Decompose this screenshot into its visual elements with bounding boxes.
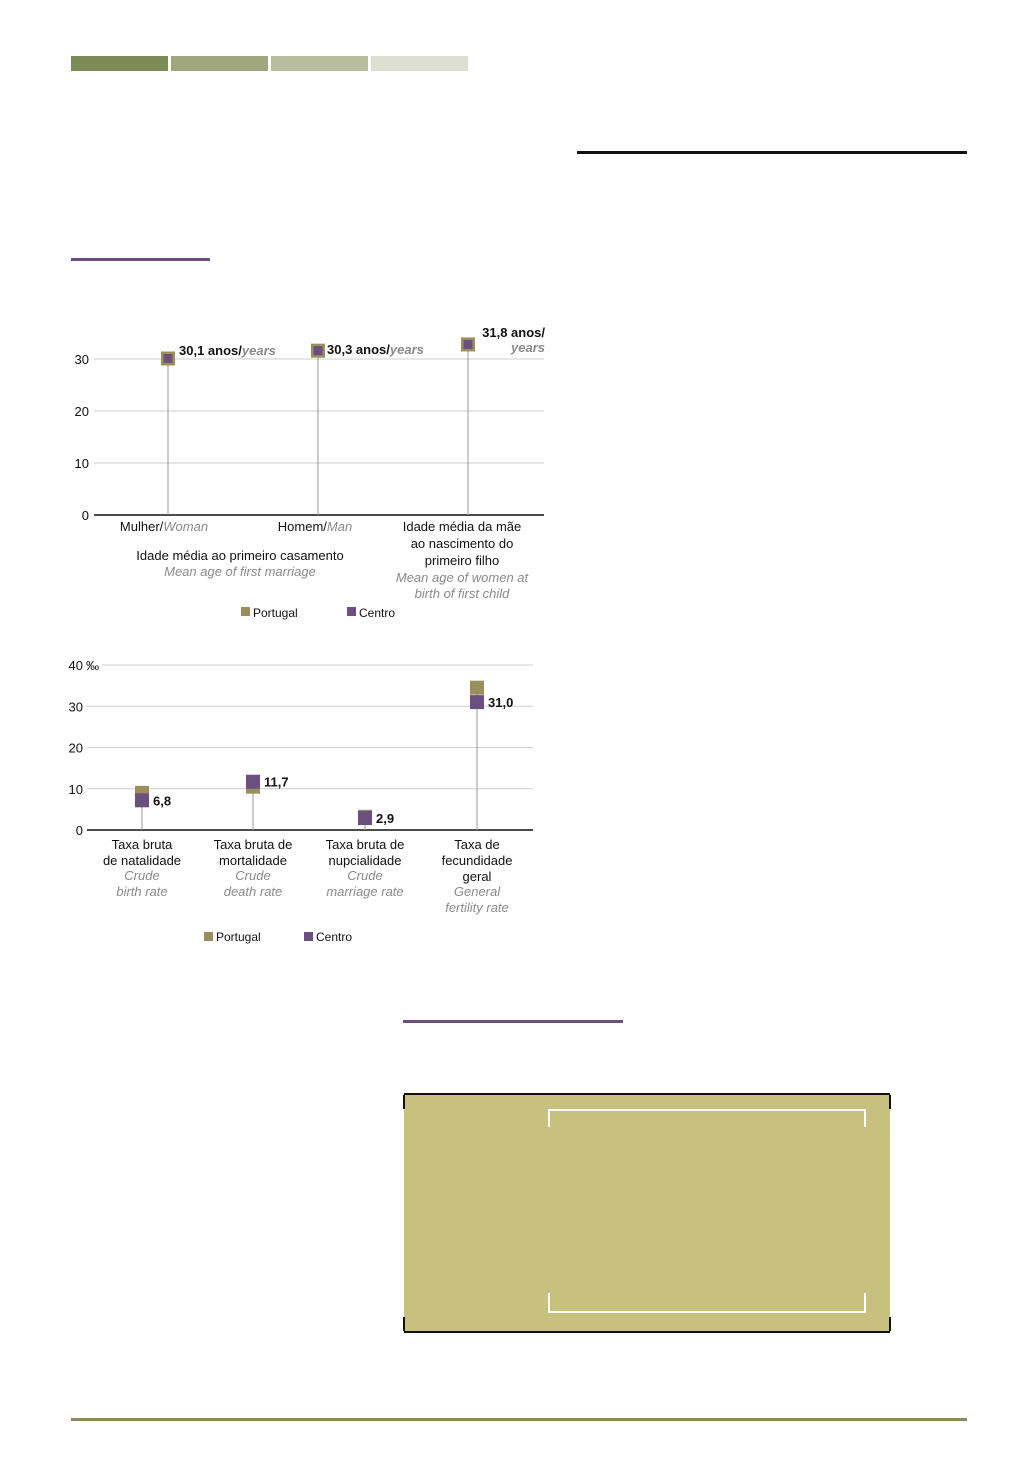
category-label-en: Man <box>326 519 353 534</box>
y-tick-label: 30 <box>68 699 83 715</box>
category-label: geral <box>462 869 492 884</box>
header-color-segment <box>271 56 368 71</box>
category-label: Taxa bruta <box>111 837 173 852</box>
category-label: Taxa de <box>454 837 500 852</box>
category-label-en: birth rate <box>116 884 168 899</box>
legend-label-centro: Centro <box>316 930 353 944</box>
category-label-en: marriage rate <box>326 884 404 899</box>
category-label: de natalidade <box>102 853 182 868</box>
marker-centro <box>314 346 323 355</box>
marker-centro <box>470 695 484 709</box>
box-corner-tr <box>889 1095 891 1109</box>
highlight-box <box>404 1093 890 1333</box>
data-label-en: years <box>389 342 424 357</box>
category-label: Taxa bruta de <box>325 837 405 852</box>
category-label-mother-en: birth of first child <box>414 586 510 601</box>
marker-portugal <box>470 681 484 695</box>
chart-mean-age <box>60 315 560 635</box>
category-label-en: General <box>453 884 501 899</box>
section-rule-middle <box>403 1020 623 1023</box>
category-label-en: Crude <box>347 868 383 883</box>
y-tick-label: 40 <box>68 658 83 673</box>
y-tick-label: 0 <box>81 508 89 523</box>
y-tick-label: 20 <box>74 404 89 419</box>
group-label-en: Mean age of first marriage <box>164 564 316 579</box>
data-label: 11,7 <box>264 774 289 790</box>
legend-label-portugal: Portugal <box>216 930 261 944</box>
legend-swatch-portugal <box>204 932 213 941</box>
category-label-en: Crude <box>235 868 271 883</box>
box-corner-bl <box>403 1317 405 1331</box>
section-rule-left <box>71 258 210 261</box>
chart-crude-rates <box>60 650 560 950</box>
category-label-en: death rate <box>223 884 283 899</box>
header-color-segment <box>371 56 468 71</box>
category-label: fecundidade <box>441 853 513 868</box>
box-corner-br <box>889 1317 891 1331</box>
category-label: Taxa bruta de <box>213 837 293 852</box>
category-label: nupcialidade <box>328 853 402 868</box>
y-tick-label: 10 <box>74 456 89 471</box>
inner-bracket-top <box>548 1109 866 1127</box>
legend-swatch-centro <box>304 932 313 941</box>
marker-centro <box>358 811 372 825</box>
marker-centro <box>164 354 173 363</box>
category-label-mother: primeiro filho <box>424 553 500 568</box>
y-tick-label: 20 <box>68 740 83 756</box>
data-label-mother-en: years <box>511 340 545 355</box>
category-label: mortalidade <box>219 853 287 868</box>
y-tick-label: 0 <box>75 823 83 838</box>
y-tick-label: 30 <box>74 352 89 367</box>
category-label-mother: Idade média da mãe <box>402 519 522 534</box>
unit-label: ‰ <box>86 658 99 673</box>
legend-swatch-centro <box>347 607 356 616</box>
y-tick-label: 10 <box>68 781 83 797</box>
data-label: 2,9 <box>376 811 395 827</box>
category-label-en: fertility rate <box>445 900 509 915</box>
category-label-en: Crude <box>124 868 160 883</box>
group-label: Idade média ao primeiro casamento <box>136 548 344 563</box>
data-label: 31,0 <box>488 695 514 711</box>
marker-centro <box>246 775 260 789</box>
marker-centro <box>135 793 149 807</box>
data-label-mother: 31,8 anos/ <box>482 325 545 340</box>
data-label: 6,8 <box>153 793 172 809</box>
box-corner-tl <box>403 1095 405 1109</box>
marker-centro <box>464 340 473 349</box>
category-label-en: Woman <box>163 519 209 534</box>
category-label-mother-en: Mean age of women at <box>395 570 529 585</box>
footer-rule <box>71 1418 967 1421</box>
category-label-man: Homem/Man <box>277 519 353 534</box>
header-color-segment <box>71 56 168 71</box>
data-label-man: 30,3 anos/years <box>327 342 424 357</box>
top-right-rule <box>577 151 967 154</box>
category-label-woman: Mulher/Woman <box>119 519 209 534</box>
inner-bracket-bottom <box>548 1293 866 1313</box>
legend-label-centro: Centro <box>359 606 396 620</box>
data-label-en: years <box>241 343 276 358</box>
header-color-segment <box>171 56 268 71</box>
category-label-mother: ao nascimento do <box>410 536 514 551</box>
data-label-woman: 30,1 anos/years <box>179 343 276 358</box>
legend-swatch-portugal <box>241 607 250 616</box>
legend-label-portugal: Portugal <box>253 606 298 620</box>
